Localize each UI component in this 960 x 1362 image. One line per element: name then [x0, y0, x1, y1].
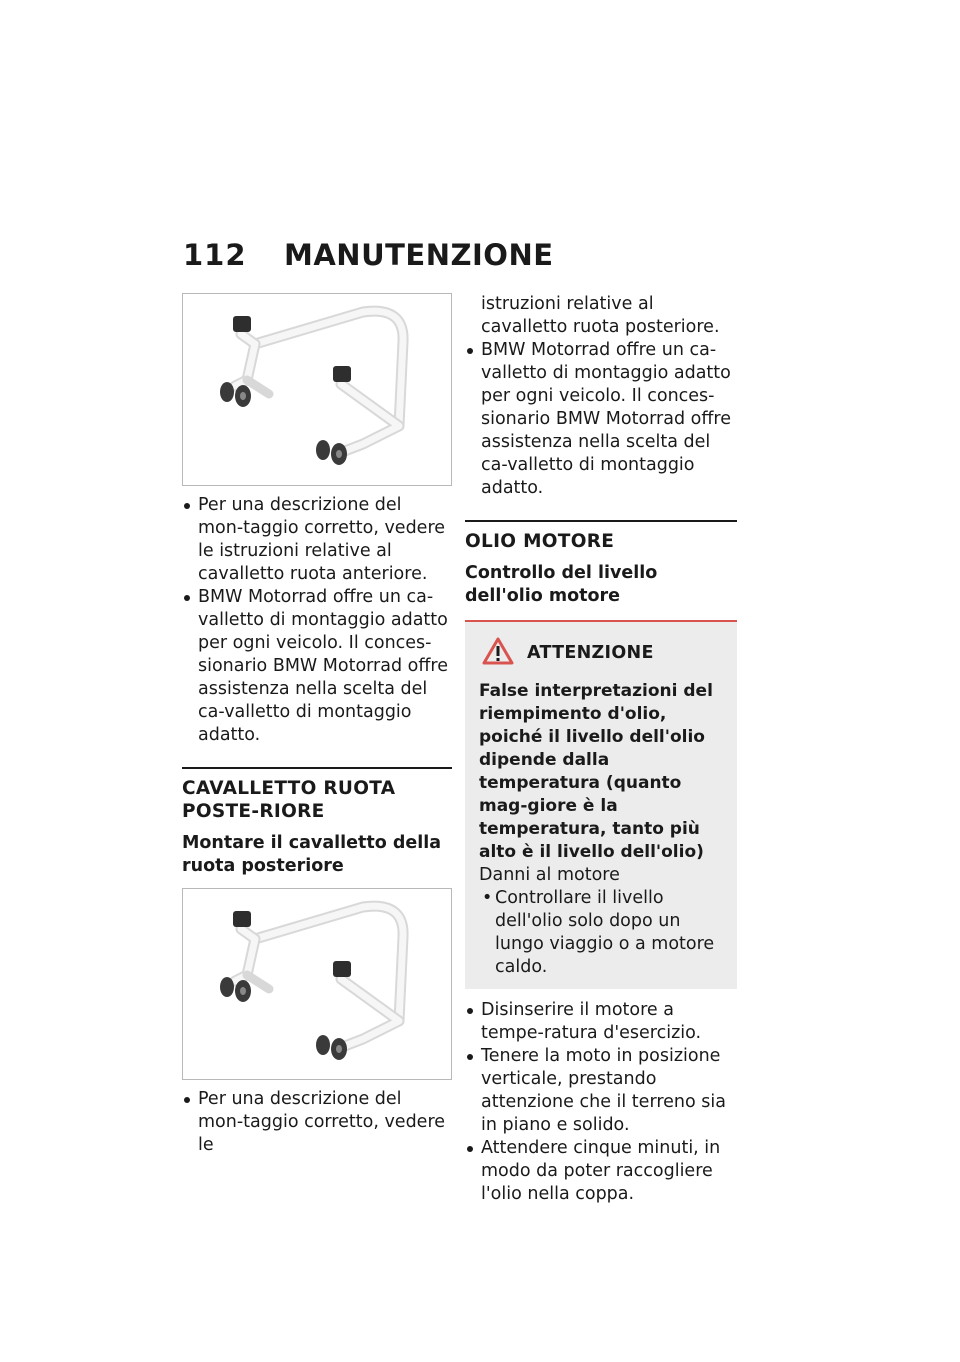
warning-label: ATTENZIONE [527, 643, 654, 663]
left-bullet-list-1 [182, 494, 452, 747]
list-item: • Controllare il livello dell'olio solo dopo un lungo viaggio o a motore caldo. [479, 887, 723, 979]
warning-cause: False interpretazioni del riempimento d'olio, poiché il livello dell'olio dipende dalla temperatura (quanto mag-giore è la temperatura, tanto più alto è il livello dell'olio) [479, 681, 713, 862]
warning-triangle-icon [481, 636, 515, 670]
warning-box [465, 620, 737, 989]
page-number: 112 [183, 238, 247, 272]
front-stand-figure [182, 293, 452, 486]
right-bullet-list-2 [465, 999, 737, 1206]
warning-header [479, 636, 723, 670]
list-item: Tenere la moto in posizione verticale, prestando attenzione che il terreno sia in piano e solido. [465, 1045, 737, 1137]
chapter-title: MANUTENZIONE [284, 238, 554, 272]
right-column [465, 293, 737, 1206]
left-bullet-list-2 [182, 1088, 452, 1157]
list-item: BMW Motorrad offre un ca-valletto di montaggio adatto per ogni veicolo. Il conces-sionario BMW Motorrad offre assistenza nella scelta del ca-valletto di montaggio adatto. [182, 586, 452, 747]
list-item: BMW Motorrad offre un ca-valletto di montaggio adatto per ogni veicolo. Il conces-sionario BMW Motorrad offre assistenza nella scelta del ca-valletto di montaggio adatto. [465, 339, 737, 500]
warning-consequence: Danni al motore [479, 865, 620, 885]
list-item: Attendere cinque minuti, in modo da poter raccogliere l'olio nella coppa. [465, 1137, 737, 1206]
rear-stand-figure [182, 888, 452, 1080]
list-item: Disinserire il motore a tempe-ratura d'esercizio. [465, 999, 737, 1045]
list-item-continuation: istruzioni relative al cavalletto ruota posteriore. [481, 294, 720, 337]
list-item: Per una descrizione del mon-taggio corretto, vedere le istruzioni relative al cavalletto ruota anteriore. [182, 494, 452, 586]
stand-illustration [183, 294, 451, 485]
section-title-engine-oil: OLIO MOTORE [465, 520, 737, 553]
right-bullet-list-1 [465, 293, 737, 500]
left-column [182, 293, 452, 1157]
section-title-rear-stand: CAVALLETTO RUOTA POSTE-RIORE [182, 767, 452, 823]
warning-actions [479, 887, 723, 979]
stand-illustration [183, 889, 451, 1079]
list-item: Per una descrizione del mon-taggio corretto, vedere le [182, 1088, 452, 1157]
sub-title-oil-check: Controllo del livello dell'olio motore [465, 563, 658, 606]
sub-title-rear-stand: Montare il cavalletto della ruota posteriore [182, 833, 442, 876]
